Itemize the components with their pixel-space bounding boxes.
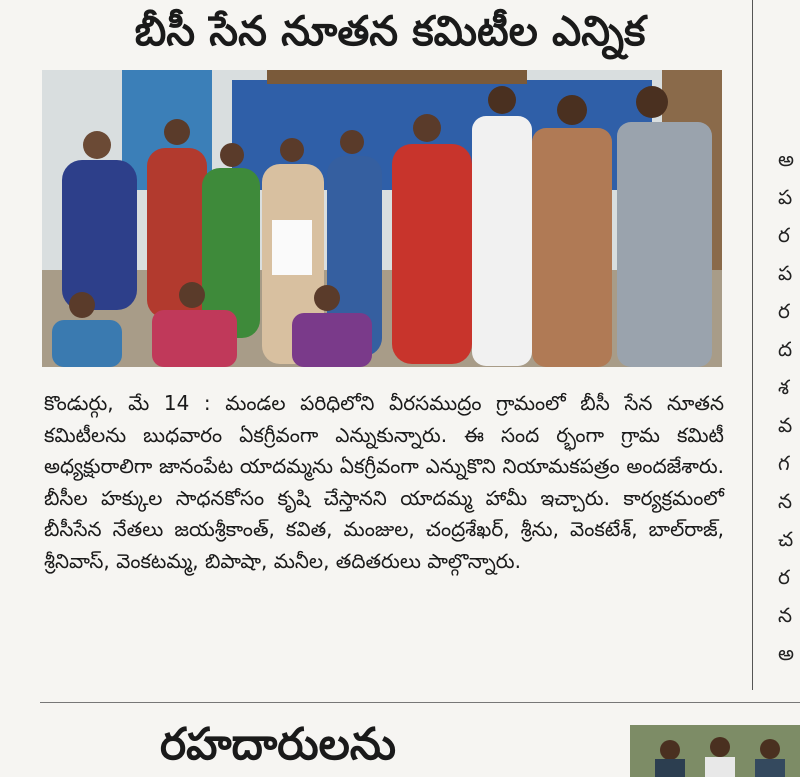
column-fragment-char: ర	[778, 565, 790, 589]
column-fragment-char: అ	[778, 147, 794, 171]
column-fragment-char: ర	[778, 223, 790, 247]
column-fragment-char: చ	[778, 527, 794, 551]
article-body: కొండుర్గు, మే 14 : మండల పరిధిలోని వీరసముద్రం గ్రామంలో బీసీ సేన నూతన కమిటీలను బుధవారం ఏకగ్రీవంగా ఎన్నుకున్నారు. ఈ సంద ర్భంగా గ్రామ కమిటీ అధ్యక్షురాలిగా జానంపేట యాదమ్మను ఏకగ్రీవంగా ఎన్నుకొని నియామకపత్రం అందజేశారు. బీసీల హక్కుల సాధనకోసం కృషి చేస్తానని యాదమ్మ హామీ ఇచ్చారు. కార్యక్రమంలో బీసీసేన నేతలు జయశ్రీకాంత్, కవిత, మంజుల, చంద్రశేఖర్, శ్రీను, వెంకటేశ్, బాల్‌రాజ్, శ్రీనివాస్, వెంకటమ్మ, బిపాషా, మనీల, తదితరులు పాల్గొన్నారు.	[44, 391, 724, 573]
column-fragment-char: ద	[778, 337, 793, 361]
second-article-headline: రహదారులను	[160, 719, 396, 770]
second-article-photo	[630, 725, 800, 777]
column-fragment-char: శ	[778, 375, 789, 399]
column-fragment-char: ప	[778, 185, 793, 209]
article-headline: బీసీ సేన నూతన కమిటీల ఎన్నిక	[134, 7, 646, 55]
column-fragment-char: న	[778, 603, 793, 627]
group-photo-illustration	[42, 70, 722, 367]
second-photo-illustration	[630, 725, 800, 777]
section-divider	[40, 702, 800, 703]
column-fragment-char: ప	[778, 261, 793, 285]
column-fragment-char: అ	[778, 641, 794, 665]
column-fragment-char: వ	[778, 413, 793, 437]
column-divider	[752, 0, 753, 690]
adjacent-column-fragment	[778, 140, 800, 672]
column-fragment-char: గ	[778, 451, 790, 475]
article-photo	[42, 70, 722, 367]
column-fragment-char: న	[778, 489, 793, 513]
column-fragment-char: ర	[778, 299, 790, 323]
